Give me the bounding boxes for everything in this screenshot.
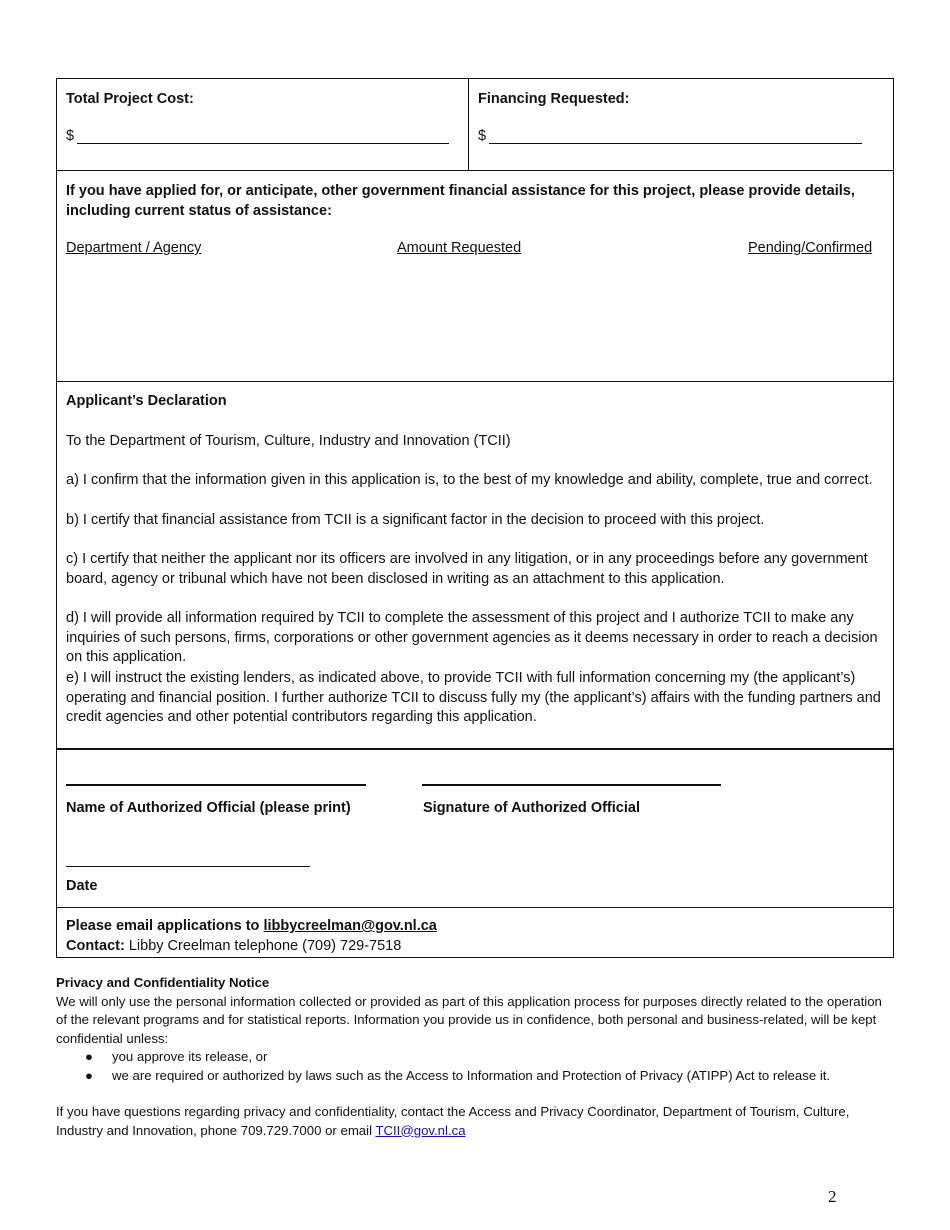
application-email-link[interactable]: libbycreelman@gov.nl.ca xyxy=(263,918,437,934)
total-project-cost-input-line[interactable] xyxy=(77,131,449,144)
applicant-declaration-section xyxy=(57,382,893,750)
declaration-item-a: a) I confirm that the information given in this application is, to the best of my knowledge and ability, complete, true and correct. xyxy=(66,472,873,488)
official-name-label: Name of Authorized Official (please print) xyxy=(66,800,351,816)
privacy-title: Privacy and Confidentiality Notice xyxy=(56,975,270,990)
list-item xyxy=(85,1048,896,1067)
official-name-line[interactable] xyxy=(66,784,366,786)
privacy-footer-text: If you have questions regarding privacy and confidentiality, contact the Access and Privacy Coordinator, Department of Tourism, Culture, Industry and Innovation, phone 709.729.7000 or email xyxy=(56,1104,850,1138)
contact-label: Contact: xyxy=(66,938,125,954)
application-form-table xyxy=(56,78,894,958)
privacy-bullet-text: you approve its release, or xyxy=(112,1049,268,1064)
financing-requested-cell xyxy=(469,79,893,170)
privacy-bullet-list xyxy=(56,1048,896,1085)
total-project-cost-field[interactable] xyxy=(66,128,449,144)
privacy-notice xyxy=(56,974,896,1140)
cost-row xyxy=(57,79,893,171)
email-instruction-text: Please email applications to xyxy=(66,918,264,934)
declaration-item-d: d) I will provide all information required by TCII to complete the assessment of this project and I authorize TCII to make any inquiries of such persons, firms, corporations or other government agencies as it deems necessary in order to reach a decision on this application. xyxy=(66,610,878,665)
total-project-cost-cell xyxy=(57,79,469,170)
department-agency-header: Department / Agency xyxy=(66,240,202,256)
amount-requested-header: Amount Requested xyxy=(397,240,522,256)
financing-requested-input-line[interactable] xyxy=(489,131,862,144)
currency-symbol: $ xyxy=(66,128,75,144)
contact-details: Libby Creelman telephone (709) 729-7518 xyxy=(124,938,402,954)
bullet-icon: ● xyxy=(85,1049,93,1064)
official-signature-label: Signature of Authorized Official xyxy=(423,800,640,816)
currency-symbol: $ xyxy=(478,128,487,144)
date-label: Date xyxy=(66,878,98,894)
other-assistance-question: If you have applied for, or anticipate, other government financial assistance for this project, please provide details, including current status of assistance: xyxy=(66,183,855,219)
declaration-heading: Applicant’s Declaration xyxy=(66,393,227,409)
privacy-body: We will only use the personal information collected or provided as part of this application process for purposes directly related to the operation of the relevant programs and for statistical reports. Information you provide us in confidence, both personal and business-related, will be kept confidential unless: xyxy=(56,993,882,1046)
list-item xyxy=(85,1067,896,1086)
page-number: 2 xyxy=(828,1187,837,1206)
financing-requested-field[interactable] xyxy=(478,128,862,144)
other-assistance-section xyxy=(57,171,893,382)
privacy-footer xyxy=(56,1103,896,1140)
email-instruction xyxy=(66,918,437,934)
signature-section xyxy=(57,750,893,908)
date-line[interactable] xyxy=(66,866,310,867)
official-signature-line[interactable] xyxy=(422,784,721,786)
contact-line xyxy=(66,938,401,954)
privacy-bullet-text: we are required or authorized by laws such as the Access to Information and Protection of Privacy (ATIPP) Act to release it. xyxy=(112,1067,831,1083)
declaration-item-b: b) I certify that financial assistance from TCII is a significant factor in the decision to proceed with this project. xyxy=(66,512,765,528)
tcii-email-link[interactable]: TCII@gov.nl.ca xyxy=(375,1122,466,1138)
bullet-icon: ● xyxy=(85,1067,93,1083)
declaration-intro: To the Department of Tourism, Culture, Industry and Innovation (TCII) xyxy=(66,433,511,449)
total-project-cost-label: Total Project Cost: xyxy=(66,91,194,107)
contact-section xyxy=(57,908,893,957)
pending-confirmed-header: Pending/Confirmed xyxy=(748,240,873,256)
financing-requested-label: Financing Requested: xyxy=(478,91,630,107)
declaration-item-c: c) I certify that neither the applicant nor its officers are involved in any litigation, or in any proceedings before any government board, agency or tribunal which have not been disclosed in writing as an attachment to this application. xyxy=(66,551,868,587)
declaration-item-e: e) I will instruct the existing lenders, as indicated above, to provide TCII with full information concerning my (the applicant’s) operating and financial position. I further authorize TCII to discuss fully my (the applicant’s) affairs with the funding partners and credit agencies and other potential contributors regarding this application. xyxy=(66,670,881,725)
